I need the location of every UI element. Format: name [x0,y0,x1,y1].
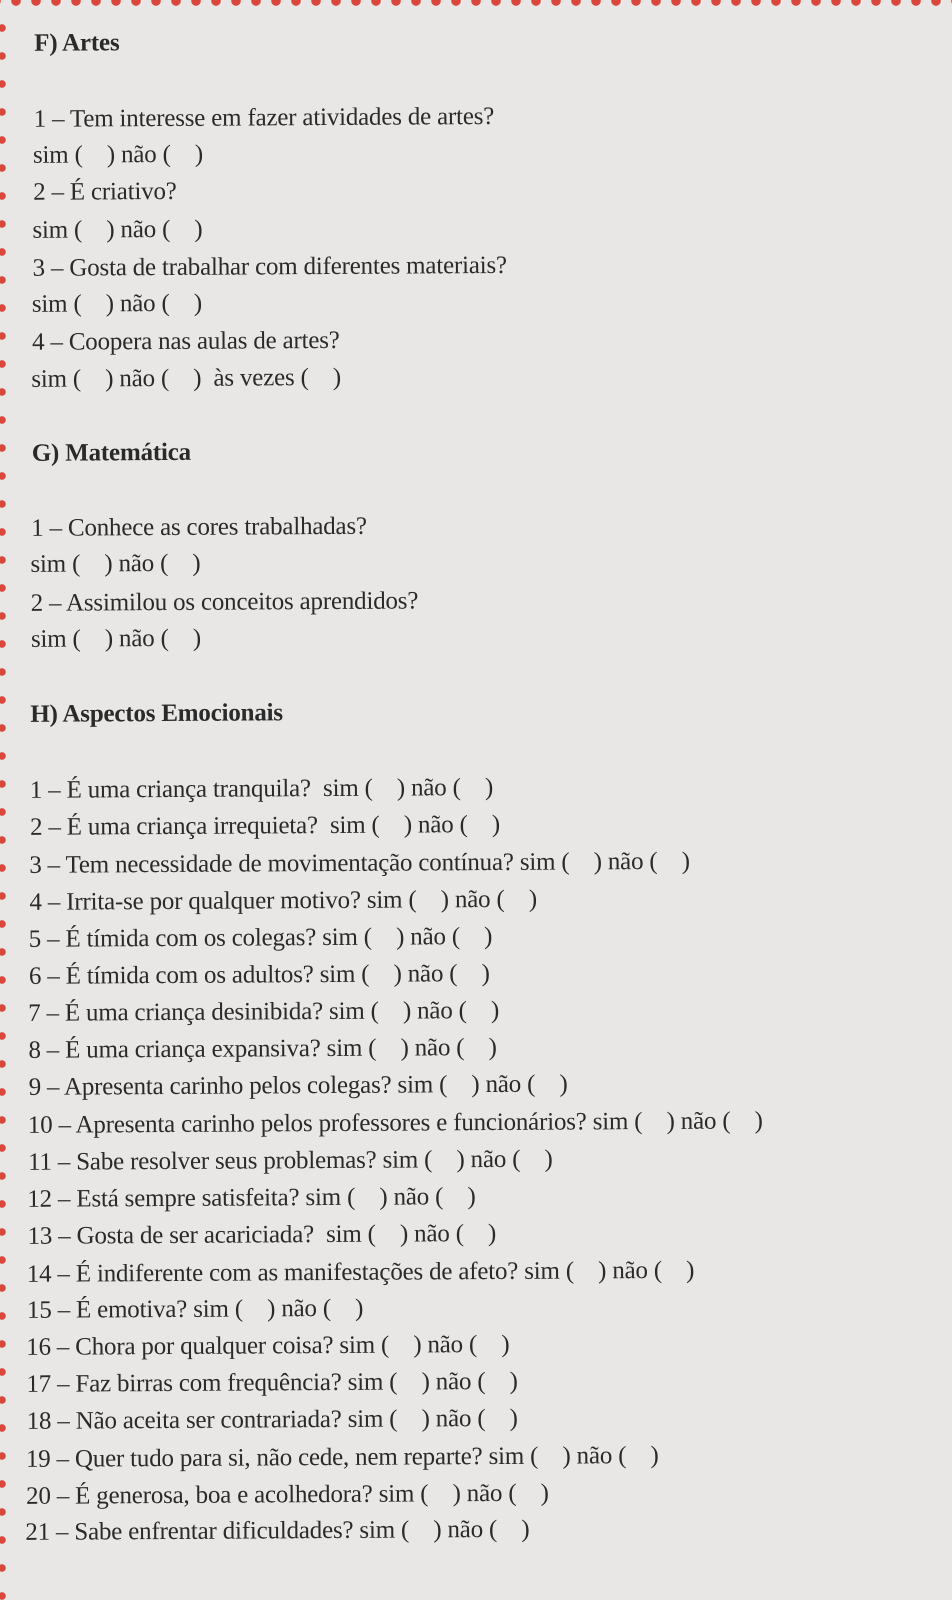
answer-options: sim ( ) não ( ) [30,624,202,653]
question-line: 6 – É tímida com os adultos? sim ( ) não ( ) [28,960,490,990]
section-heading-aspectos-emocionais: H) Aspectos Emocionais [30,699,283,728]
question-line: 13 – Gosta de ser acariciada? sim ( ) não ( ) [27,1219,497,1250]
question-line: 4 – Coopera nas aulas de artes? [32,326,340,356]
answer-options: sim ( ) não ( ) [32,215,203,244]
question-line: 1 – Conhece as cores trabalhadas? [31,512,367,542]
question-line: 20 – É generosa, boa e acolhedora? sim ( ) não ( ) [26,1479,549,1510]
question-line: 16 – Chora por qualquer coisa? sim ( ) não ( ) [26,1330,510,1361]
question-line: 4 – Irrita-se por qualquer motivo? sim ( ) não ( ) [29,885,537,916]
question-line: 18 – Não aceita ser contrariada? sim ( ) não ( ) [26,1404,518,1435]
section-heading-artes: F) Artes [34,29,120,57]
question-line: 2 – É criativo? [33,177,177,206]
question-line: 3 – Gosta de trabalhar com diferentes materiais? [32,251,507,282]
question-line: 10 – Apresenta carinho pelos professores e funcionários? sim ( ) não ( ) [27,1107,763,1139]
answer-options: sim ( ) não ( ) [32,140,204,169]
question-line: 21 – Sabe enfrentar dificuldades? sim ( ) não ( ) [25,1515,530,1546]
question-line: 1 – Tem interesse em fazer atividades de artes? [33,102,495,133]
question-line: 9 – Apresenta carinho pelos colegas? sim ( ) não ( ) [28,1070,568,1101]
question-line: 7 – É uma criança desinibida? sim ( ) não ( ) [28,996,500,1027]
question-line: 15 – É emotiva? sim ( ) não ( ) [26,1294,364,1324]
question-line: 17 – Faz birras com frequência? sim ( ) não ( ) [26,1367,518,1398]
question-line: 5 – É tímida com os colegas? sim ( ) não ( ) [28,923,493,953]
question-line: 3 – Tem necessidade de movimentação contínua? sim ( ) não ( ) [29,847,690,879]
question-line: 14 – É indiferente com as manifestações de afeto? sim ( ) não ( ) [26,1256,695,1288]
question-line: 11 – Sabe resolver seus problemas? sim ( ) não ( ) [28,1145,553,1176]
question-line: 2 – É uma criança irrequieta? sim ( ) não ( ) [29,810,501,841]
question-line: 2 – Assimilou os conceitos aprendidos? [30,587,419,617]
answer-options: sim ( ) não ( ) [31,289,203,318]
question-line: 19 – Quer tudo para si, não cede, nem reparte? sim ( ) não ( ) [25,1442,659,1473]
question-line: 8 – É uma criança expansiva? sim ( ) não ( ) [28,1033,497,1064]
question-line: 1 – É uma criança tranquila? sim ( ) não ( ) [29,774,494,804]
answer-options: sim ( ) não ( ) às vezes ( ) [31,363,342,393]
question-line: 12 – Está sempre satisfeita? sim ( ) não ( ) [27,1183,476,1213]
section-heading-matematica: G) Matemática [31,438,191,467]
answer-options: sim ( ) não ( ) [30,549,201,578]
